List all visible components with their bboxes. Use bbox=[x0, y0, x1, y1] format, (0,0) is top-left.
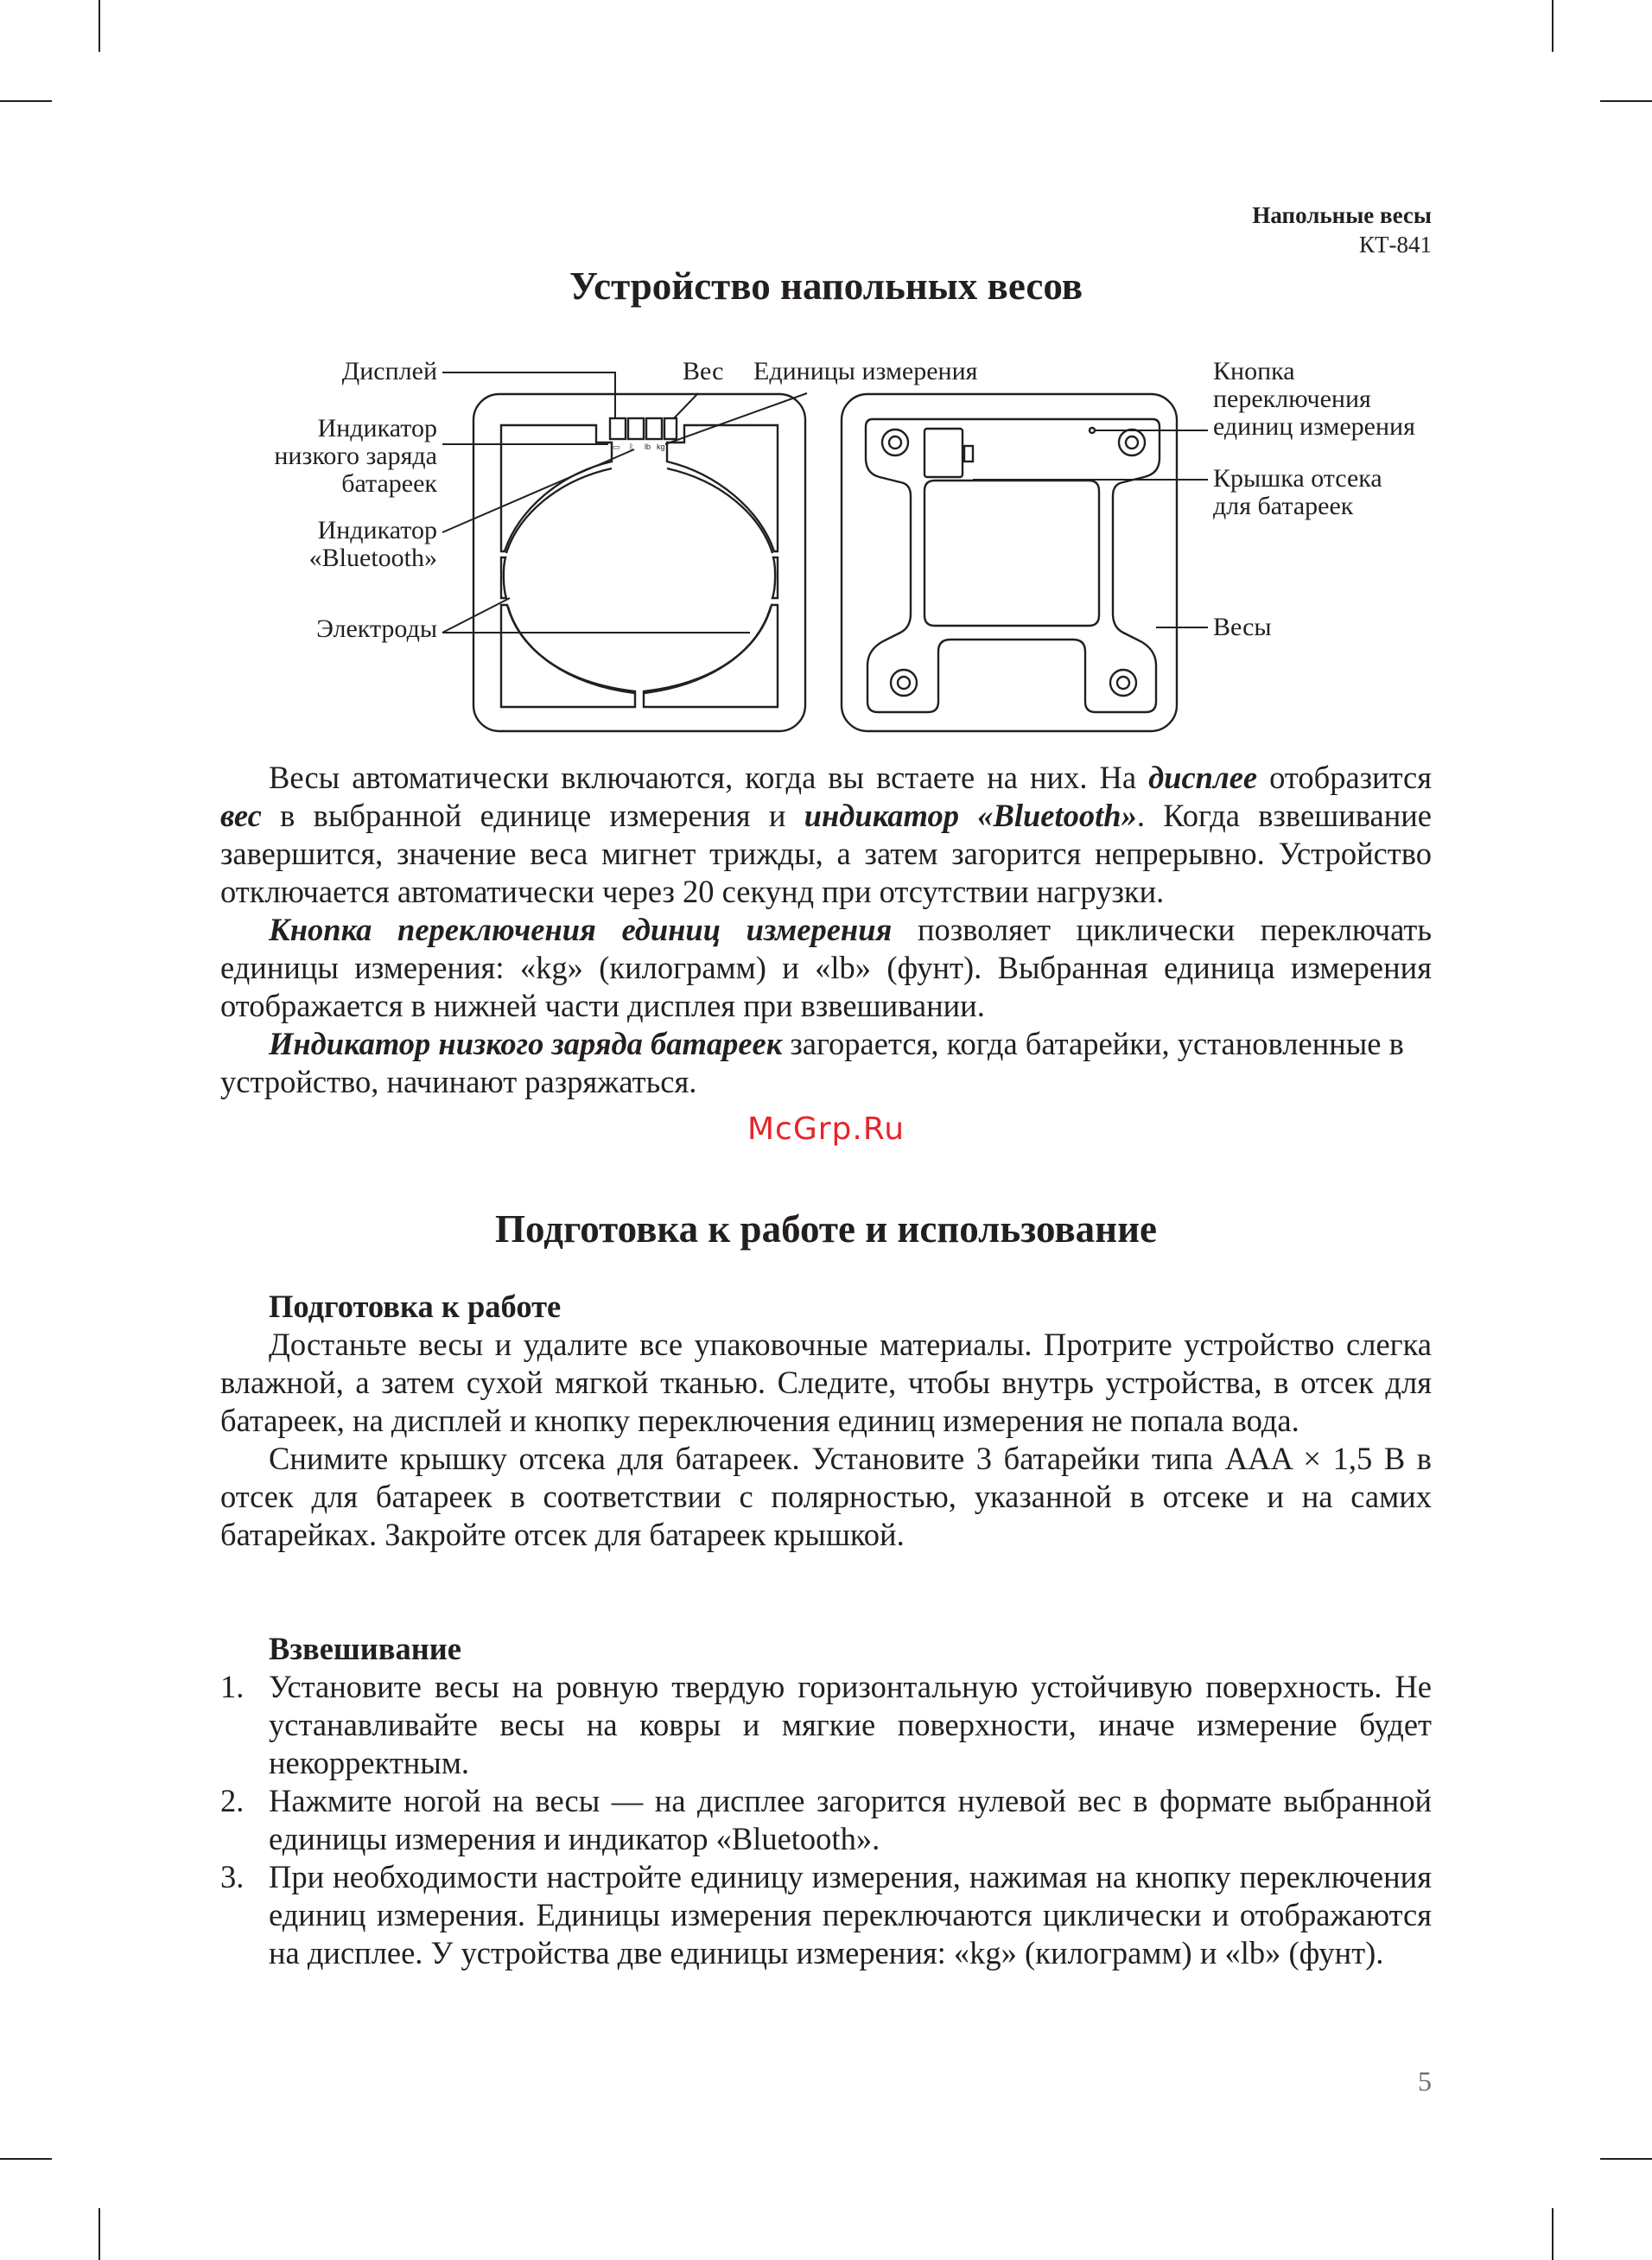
foot bbox=[1119, 430, 1145, 455]
foot bbox=[891, 670, 917, 696]
electrode-top-right bbox=[667, 425, 778, 551]
electrode-mid-right bbox=[772, 557, 778, 598]
list-item: 2. Нажмите ногой на весы — на дисплее загорится нулевой вес в формате выбранной единицы измерения и индикатор «Bluetooth». bbox=[220, 1783, 1432, 1856]
intro-paragraph: Весы автоматически включаются, когда вы встаете на них. На дисплее отобразится вес в выбранной единице измерения и индикатор «Bluetooth». Когда взвешивание завершится, значение веса мигнет трижды, а затем загорится непрерывно. Устройство отключается автоматически через 20 секунд при отсутствии нагрузки. bbox=[220, 760, 1433, 909]
foot bbox=[1110, 670, 1136, 696]
list-item: 3. При необходимости настройте единицу измерения, нажимая на кнопку переключения единиц измерения. Единицы измерения переключаются циклически и отображаются на дисплее. У устройства две единицы измерения: «kg» (килограмм) и «lb» (фунт). bbox=[220, 1859, 1432, 1970]
leader-weight bbox=[674, 393, 698, 418]
foot bbox=[882, 430, 908, 455]
weighing-steps bbox=[220, 1668, 1432, 1972]
prep-paragraph: Достаньте весы и удалите все упаковочные материалы. Протрите устройство слегка влажной, а затем сухой мягкой тканью. Следите, чтобы внутрь устройства, в отсек для батареек, на дисплей и кнопку переключения единиц измерения не попала вода. bbox=[220, 1327, 1432, 1438]
battery-cover bbox=[924, 429, 963, 477]
display-digits bbox=[610, 418, 677, 439]
label-battery-cover: Крышка отсека для батареек bbox=[1213, 464, 1382, 520]
intro-text bbox=[220, 759, 1432, 1101]
leader-bluetooth bbox=[442, 449, 634, 532]
subheading-prep: Подготовка к работе bbox=[269, 1289, 562, 1324]
scale-frame-inner bbox=[924, 481, 1099, 626]
electrode-bottom-left bbox=[501, 605, 635, 707]
display-bt-mark: ᛒ bbox=[629, 442, 634, 451]
unit-button bbox=[1090, 428, 1095, 433]
electrode-bottom-right bbox=[644, 605, 778, 707]
scale-frame bbox=[866, 419, 1160, 712]
prep-paragraph: Снимите крышку отсека для батареек. Установите 3 батарейки типа AAA × 1,5 В в отсек для батареек в соответствии с полярностью, указанной в отсеке и на самих батарейках. Закройте отсек для батареек крышкой. bbox=[220, 1441, 1432, 1552]
electrode-mid-left bbox=[501, 557, 506, 598]
display-battery-mark: ▭ bbox=[613, 442, 620, 451]
subheading-weighing: Взвешивание bbox=[269, 1631, 461, 1666]
label-low-battery: Индикатор низкого заряда батареек bbox=[274, 414, 437, 498]
section-title-device: Устройство напольных весов bbox=[569, 264, 1083, 308]
leader-display bbox=[442, 372, 615, 418]
label-display: Дисплей bbox=[341, 357, 437, 385]
header-product: Напольные весы bbox=[1252, 202, 1432, 228]
leader-electrodes bbox=[442, 598, 510, 633]
intro-paragraph: Кнопка переключения единиц измерения позволяет циклически переключать единицы измерения: «kg» (килограмм) и «lb» (фунт). Выбранная единица измерения отображается в нижней части дисплея при взвешивании. bbox=[220, 912, 1432, 1023]
label-unit-button: Кнопка переключения единиц измерения bbox=[1213, 357, 1415, 441]
header-model: КТ-841 bbox=[1359, 232, 1432, 258]
leader-units bbox=[665, 393, 807, 444]
label-electrodes: Электроды bbox=[316, 614, 437, 643]
prep-text bbox=[220, 1326, 1432, 1554]
page-number: 5 bbox=[1418, 2066, 1432, 2097]
watermark: McGrp.Ru bbox=[747, 1111, 905, 1147]
intro-paragraph: Индикатор низкого заряда батареек загорается, когда батарейки, установленные в устройство, начинают разряжаться. bbox=[220, 1026, 1404, 1099]
list-item: 1. Установите весы на ровную твердую горизонтальную устойчивую поверхность. Не устанавливайте весы на ковры и мягкие поверхности, иначе измерение будет некорректным. bbox=[220, 1669, 1432, 1780]
label-scale: Весы bbox=[1213, 613, 1272, 641]
label-units: Единицы измерения bbox=[753, 357, 978, 385]
display-lb-mark: lb bbox=[645, 442, 651, 451]
label-weight: Вес bbox=[683, 357, 724, 385]
label-bluetooth: Индикатор «Bluetooth» bbox=[308, 516, 437, 572]
section-title-prep: Подготовка к работе и использование bbox=[494, 1207, 1157, 1251]
display-kg-mark: kg bbox=[657, 442, 665, 451]
